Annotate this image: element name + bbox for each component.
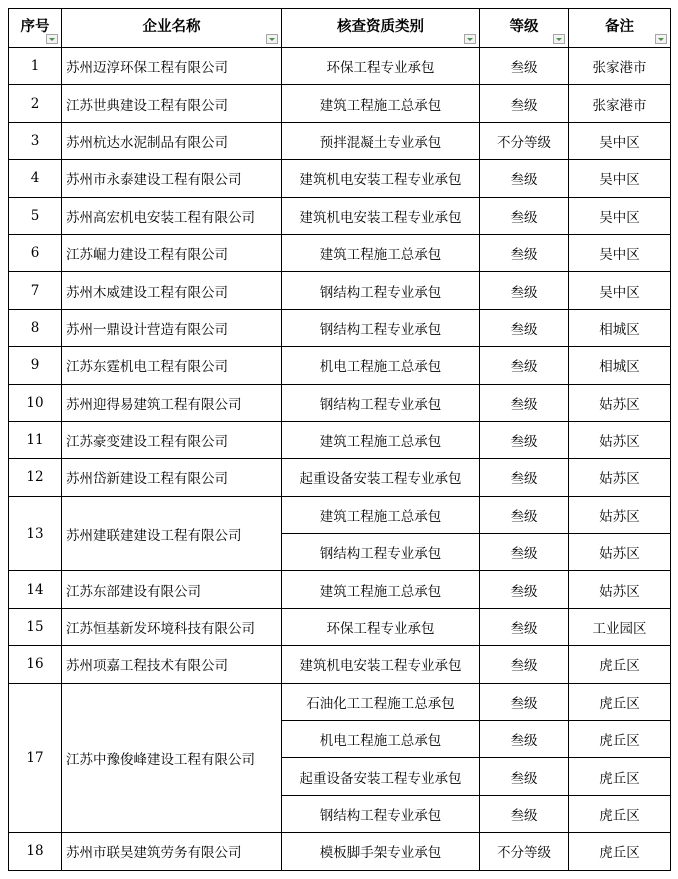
table-row [9,421,671,458]
cell-company: 苏州岱新建设工程有限公司 [62,459,282,496]
table-row [9,608,671,645]
cell-note: 相城区 [569,347,671,384]
cell-no: 9 [9,347,62,384]
enterprise-table [8,8,671,871]
header-cell-level: 等级 [480,9,569,48]
cell-no: 5 [9,197,62,234]
cell-note: 工业园区 [569,608,671,645]
table-row [9,571,671,608]
cell-level: 不分等级 [480,833,569,870]
cell-category: 建筑工程施工总承包 [282,234,480,271]
table-row [9,347,671,384]
cell-level: 叁级 [480,608,569,645]
cell-note: 姑苏区 [569,496,671,533]
cell-company: 苏州迈淳环保工程有限公司 [62,48,282,85]
cell-category: 建筑机电安装工程专业承包 [282,646,480,683]
cell-no: 15 [9,608,62,645]
cell-category: 环保工程专业承包 [282,608,480,645]
cell-note: 虎丘区 [569,721,671,758]
cell-level: 叁级 [480,571,569,608]
header-cell-no: 序号 [9,9,62,48]
table-row [9,496,671,533]
cell-category: 建筑工程施工总承包 [282,496,480,533]
cell-no: 7 [9,272,62,309]
cell-level: 叁级 [480,272,569,309]
cell-no: 11 [9,421,62,458]
cell-level: 不分等级 [480,122,569,159]
cell-no: 14 [9,571,62,608]
cell-level: 叁级 [480,683,569,720]
cell-company: 苏州建联建建设工程有限公司 [62,496,282,571]
cell-no: 6 [9,234,62,271]
table-row [9,85,671,122]
cell-note: 虎丘区 [569,683,671,720]
cell-level: 叁级 [480,384,569,421]
table-row [9,197,671,234]
cell-category: 环保工程专业承包 [282,48,480,85]
cell-level: 叁级 [480,85,569,122]
cell-note: 虎丘区 [569,795,671,832]
table-row [9,160,671,197]
cell-company: 苏州高宏机电安装工程有限公司 [62,197,282,234]
cell-category: 建筑工程施工总承包 [282,571,480,608]
cell-category: 模板脚手架专业承包 [282,833,480,870]
cell-note: 吴中区 [569,234,671,271]
cell-company: 苏州迎得易建筑工程有限公司 [62,384,282,421]
cell-company: 江苏东霆机电工程有限公司 [62,347,282,384]
cell-company: 江苏中豫俊峰建设工程有限公司 [62,683,282,833]
cell-level: 叁级 [480,646,569,683]
table-row [9,234,671,271]
cell-note: 姑苏区 [569,459,671,496]
cell-company: 江苏崛力建设工程有限公司 [62,234,282,271]
cell-note: 虎丘区 [569,758,671,795]
cell-level: 叁级 [480,48,569,85]
filter-dropdown-icon[interactable] [655,34,667,44]
filter-dropdown-icon[interactable] [553,34,565,44]
table-row [9,48,671,85]
cell-category: 预拌混凝土专业承包 [282,122,480,159]
cell-note: 相城区 [569,309,671,346]
cell-category: 钢结构工程专业承包 [282,272,480,309]
cell-category: 钢结构工程专业承包 [282,384,480,421]
cell-note: 吴中区 [569,160,671,197]
filter-dropdown-icon[interactable] [46,34,58,44]
cell-no: 2 [9,85,62,122]
cell-level: 叁级 [480,795,569,832]
table-row [9,459,671,496]
cell-company: 江苏东部建设有限公司 [62,571,282,608]
cell-level: 叁级 [480,459,569,496]
cell-level: 叁级 [480,197,569,234]
header-cell-category: 核查资质类别 [282,9,480,48]
cell-category: 建筑机电安装工程专业承包 [282,197,480,234]
cell-note: 姑苏区 [569,421,671,458]
cell-category: 建筑机电安装工程专业承包 [282,160,480,197]
cell-category: 钢结构工程专业承包 [282,795,480,832]
cell-company: 江苏豪变建设工程有限公司 [62,421,282,458]
cell-company: 苏州市联昊建筑劳务有限公司 [62,833,282,870]
header-cell-company: 企业名称 [62,9,282,48]
cell-level: 叁级 [480,534,569,571]
table-row [9,272,671,309]
cell-note: 姑苏区 [569,571,671,608]
cell-no: 3 [9,122,62,159]
cell-company: 苏州市永泰建设工程有限公司 [62,160,282,197]
cell-level: 叁级 [480,496,569,533]
cell-no: 10 [9,384,62,421]
cell-no: 13 [9,496,62,571]
cell-no: 16 [9,646,62,683]
cell-level: 叁级 [480,758,569,795]
table-row [9,833,671,870]
header-cell-note: 备注 [569,9,671,48]
table-row [9,646,671,683]
cell-no: 18 [9,833,62,870]
cell-level: 叁级 [480,721,569,758]
header-row [9,9,671,48]
filter-dropdown-icon[interactable] [266,34,278,44]
cell-category: 建筑工程施工总承包 [282,85,480,122]
cell-company: 江苏世典建设工程有限公司 [62,85,282,122]
cell-no: 1 [9,48,62,85]
table-row [9,122,671,159]
cell-note: 姑苏区 [569,384,671,421]
cell-company: 苏州项嘉工程技术有限公司 [62,646,282,683]
cell-no: 12 [9,459,62,496]
filter-dropdown-icon[interactable] [464,34,476,44]
cell-category: 机电工程施工总承包 [282,347,480,384]
cell-category: 石油化工工程施工总承包 [282,683,480,720]
cell-note: 张家港市 [569,85,671,122]
cell-company: 江苏恒基新发环境科技有限公司 [62,608,282,645]
cell-category: 钢结构工程专业承包 [282,309,480,346]
cell-note: 吴中区 [569,197,671,234]
cell-category: 钢结构工程专业承包 [282,534,480,571]
cell-level: 叁级 [480,309,569,346]
cell-category: 起重设备安装工程专业承包 [282,758,480,795]
cell-note: 吴中区 [569,122,671,159]
table-row [9,309,671,346]
cell-note: 虎丘区 [569,833,671,870]
cell-company: 苏州杭达水泥制品有限公司 [62,122,282,159]
cell-note: 姑苏区 [569,534,671,571]
cell-level: 叁级 [480,421,569,458]
cell-note: 吴中区 [569,272,671,309]
cell-no: 8 [9,309,62,346]
cell-no: 4 [9,160,62,197]
cell-level: 叁级 [480,234,569,271]
cell-category: 起重设备安装工程专业承包 [282,459,480,496]
cell-category: 机电工程施工总承包 [282,721,480,758]
cell-company: 苏州一鼎设计营造有限公司 [62,309,282,346]
cell-level: 叁级 [480,347,569,384]
cell-level: 叁级 [480,160,569,197]
cell-category: 建筑工程施工总承包 [282,421,480,458]
cell-no: 17 [9,683,62,833]
table-body [9,48,671,871]
cell-note: 虎丘区 [569,646,671,683]
table-row [9,683,671,720]
table-row [9,384,671,421]
cell-company: 苏州木威建设工程有限公司 [62,272,282,309]
cell-note: 张家港市 [569,48,671,85]
